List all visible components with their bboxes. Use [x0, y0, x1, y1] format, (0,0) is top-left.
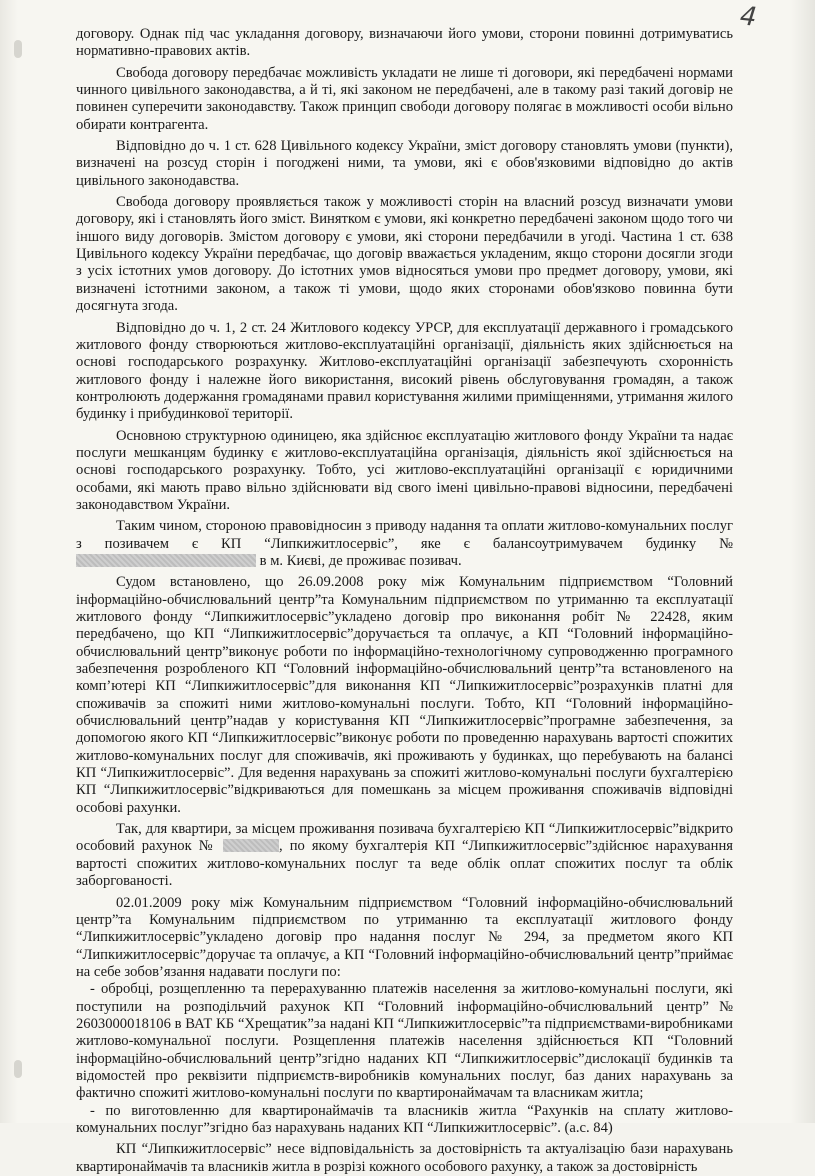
paragraph-text: , по якому бухгалтерія КП “Липкижитлосервіс”здійснює нарахування вартості спожитих житлово-комунальних послуг та веде облік оплат спожитих послуг та облік заборгованості. — [76, 838, 733, 890]
paragraph — [76, 821, 733, 890]
paragraph: КП “Липкижитлосервіс” несе відповідальність за достовірність та актуалізацію бази нарахувань квартиронаймачів та власників житла в розрізі кожного особового рахунку, а також за достовірність — [76, 1141, 733, 1175]
paragraph: Свобода договору проявляється також у можливості сторін на власний розсуд визначати умови договору, які і становлять його зміст. Винятком є умови, які конкретно передбачені законом щодо того чи іншого виду договорів. Змістом договору є умови, які сторони передбачили в угоді. Частина 1 ст. 638 Цивільного кодексу України передбачає, що договір вважається укладеним, якщо сторони досягли згоди з усіх істотних умов договору. До істотних умов відносяться умови про предмет договору, умови, які визначені істотними законом, а також ті умови, щодо яких сторонами обов'язково повинна бути досягнута згода. — [76, 194, 733, 315]
handwritten-page-number: 4 — [738, 1, 759, 33]
redacted-account-number — [223, 839, 279, 852]
paragraph — [76, 518, 733, 570]
paragraph: Відповідно до ч. 1, 2 ст. 24 Житлового кодексу УРСР, для експлуатації державного і громадського житлового фонду створюються житлово-експлуатаційні організації, діяльність яких здійснюється на основі господарського розрахунку. Житлово-експлуатаційні організації забезпечують схоронність житлового фонду і належне його використання, високий рівень обслуговування громадян, а також контролюють додержання громадянами правил користування жилими приміщеннями, утримання жилого будинку і прибудинкової території. — [76, 319, 733, 423]
paragraph-text: Так, для квартири, за місцем проживання позивача бухгалтерією КП “Липкижитлосервіс”відкрито особовий рахунок № — [76, 821, 733, 855]
paragraph-text: Таким чином, стороною правовідносин з приводу надання та оплати житлово-комунальних послуг з позивачем є КП “Липкижитлосервіс”, яке є балансоутримувачем будинку № — [76, 518, 733, 552]
paragraph: Судом встановлено, що 26.09.2008 року між Комунальним підприємством “Головний інформаційно-обчислювальний центр”та Комунальним підприємством по утриманню та експлуатації житлового фонду “Липкижитлосервіс”уклaдено договір про виконання робіт № 22428, яким передбачено, що КП “Липкижитлосервіс”доручається та оплачує, а КП “Головний інформаційно-обчислювальний центр”виконує роботи по інформаційно-технологічному супроводженню програмного забезпечення розробленого КП “Головний інформаційно-обчислювальний центр”та встановленого на комп’ютері КП “Липкижитлосервіс”для виконання КП “Липкижитлосервіс”розрахунків платні для споживачів за спожиті ними житлово-комунальні послуги. Тобто, КП “Головний інформаційно-обчислювальний центр”надав у користування КП “Липкижитлосервіс”програмне забезпечення, за допомогою якого КП “Липкижитлосервіс”виконує роботи по проведенню нарахувань вартості спожитих житлово-комунальних послуг для споживачів, які проживають у будинках, що перебувають на балансі КП “Липкижитлосервіс”. Для ведення нарахувань за спожиті житлово-комунальні послуги бухгалтерією КП “Липкижитлосервіс”відкриваються для помешкань за місцем проживання споживачів відповідні особові рахунки. — [76, 574, 733, 816]
paragraph: 02.01.2009 року між Комунальним підприємством “Головний інформаційно-обчислювальний центр”та Комунальним підприємством по утриманню та експлуатації житлового фонду “Липкижитлосервіс”уклaдено договір про надання послуг № 294, за предметом якого КП “Липкижитлосервіс”доручає та оплачує, а КП “Головний інформаційно-обчислювальний центр”приймає на себе зобов’язання надавати послуги по: — [76, 894, 733, 980]
punch-hole-mark — [14, 1060, 22, 1078]
list-item: - по виготовленню для квартиронаймачів та власників житла “Рахунків на сплату житлово-комунальних послуг”згідно баз нарахувань наданих КП “Липкижитлосервіс”. (а.с. 84) — [76, 1102, 733, 1136]
paragraph: Свобода договору передбачає можливість укладати не лише ті договори, які передбачені нормами чинного цивільного законодавства, а й ті, які законом не передбачені, але в такому разі такий договір не повинен суперечити законодавству. Також принцип свободи договору полягає в можливості особи вільно обирати контрагента. — [76, 64, 733, 133]
paragraph: Основною структурною одиницею, яка здійснює експлуатацію житлового фонду України та надає послуги мешканцям будинку є житлово-експлуатаційна організація, діяльність якої здійснюється на основі господарського розрахунку. Тобто, усі житлово-експлуатаційні організації є юридичними особами, які мають право вільно здійснювати від свого імені цивільно-правові відносини, передбачені законодавством України. — [76, 427, 733, 513]
paragraph: Відповідно до ч. 1 ст. 628 Цивільного кодексу України, зміст договору становлять умови (пункти), визначені на розсуд сторін і погоджені ними, та умови, які є обов'язковими відповідно до актів цивільного законодавства. — [76, 138, 733, 189]
paragraph: договору. Однак під час укладання договору, визначаючи його умови, сторони повинні дотримуватись нормативно-правових актів. — [76, 26, 733, 60]
paragraph-text: в м. Києві, де проживає позивач. — [259, 552, 462, 569]
list-item: - обробці, розщепленню та перерахуванню платежів населення за житлово-комунальні послуги, які поступили на розподільчий рахунок КП “Головний інформаційно-обчислювальний центр”№ 2603000018106 в ВАТ КБ “Хрещатик”за надані КП “Липкижитлосервіс”та підприємствами-виробниками житлово-комунальної послуги. Розщеплення платежів населення здійснюється КП “Головний інформаційно-обчислювальний центр”згідно наданих КП “Липкижитлосервіс”дислокації будинків та відомостей про реквізити підприємств-виробників комунальних послуг, баз даних нарахувань за фактично спожиті житлово-комунальні послуги по квартиронаймачам та власникам житла; — [76, 981, 733, 1102]
redacted-address — [76, 554, 256, 567]
punch-hole-mark — [14, 40, 22, 58]
